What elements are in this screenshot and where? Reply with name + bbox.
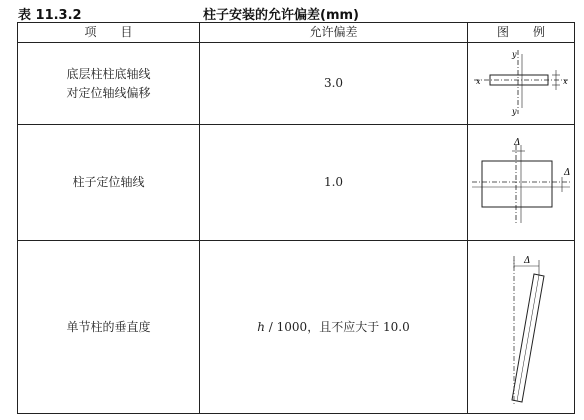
- delta-label-top: Δ: [514, 137, 521, 148]
- table-row: [18, 125, 574, 241]
- row-figure: [468, 125, 574, 240]
- row-figure: [468, 43, 574, 124]
- table-row: [18, 241, 574, 413]
- x-axis-label-left: x: [476, 76, 481, 86]
- column-verticality-figure: [468, 242, 574, 412]
- tolerance-variable-h: h: [257, 319, 265, 334]
- row-figure: [468, 241, 574, 413]
- y-axis-label-bottom: y: [512, 106, 517, 116]
- row-tolerance: 1.0: [200, 125, 468, 240]
- table-number: 表 11.3.2: [18, 8, 82, 23]
- row-item: 柱子定位轴线: [18, 125, 200, 240]
- row-item: 单节柱的垂直度: [18, 241, 200, 413]
- table-row: [18, 43, 574, 125]
- column-base-offset-figure: [468, 44, 574, 124]
- row-tolerance: 3.0: [200, 43, 468, 124]
- row-tolerance: [200, 241, 468, 413]
- tolerance-expression: / 1000，且不应大于 10.0: [264, 319, 410, 334]
- delta-label: Δ: [524, 256, 531, 266]
- table-header-row: [18, 23, 574, 43]
- delta-label-right: Δ: [564, 167, 571, 178]
- y-axis-label-top: y: [512, 49, 517, 59]
- header-example: 图 例: [496, 25, 545, 39]
- header-tolerance: 允许偏差: [200, 23, 468, 42]
- row-item-line1: 底层柱柱底轴线: [66, 66, 151, 81]
- row-item: [18, 43, 200, 124]
- column-axis-figure: [468, 127, 574, 239]
- row-item-line2: 对定位轴线偏移: [66, 85, 151, 100]
- table-caption: [18, 4, 578, 22]
- table-title: 柱子安装的允许偏差(mm): [203, 8, 359, 23]
- tolerance-table: [17, 22, 575, 414]
- header-item: 项 目: [18, 23, 200, 42]
- x-axis-label-right: x: [563, 76, 568, 86]
